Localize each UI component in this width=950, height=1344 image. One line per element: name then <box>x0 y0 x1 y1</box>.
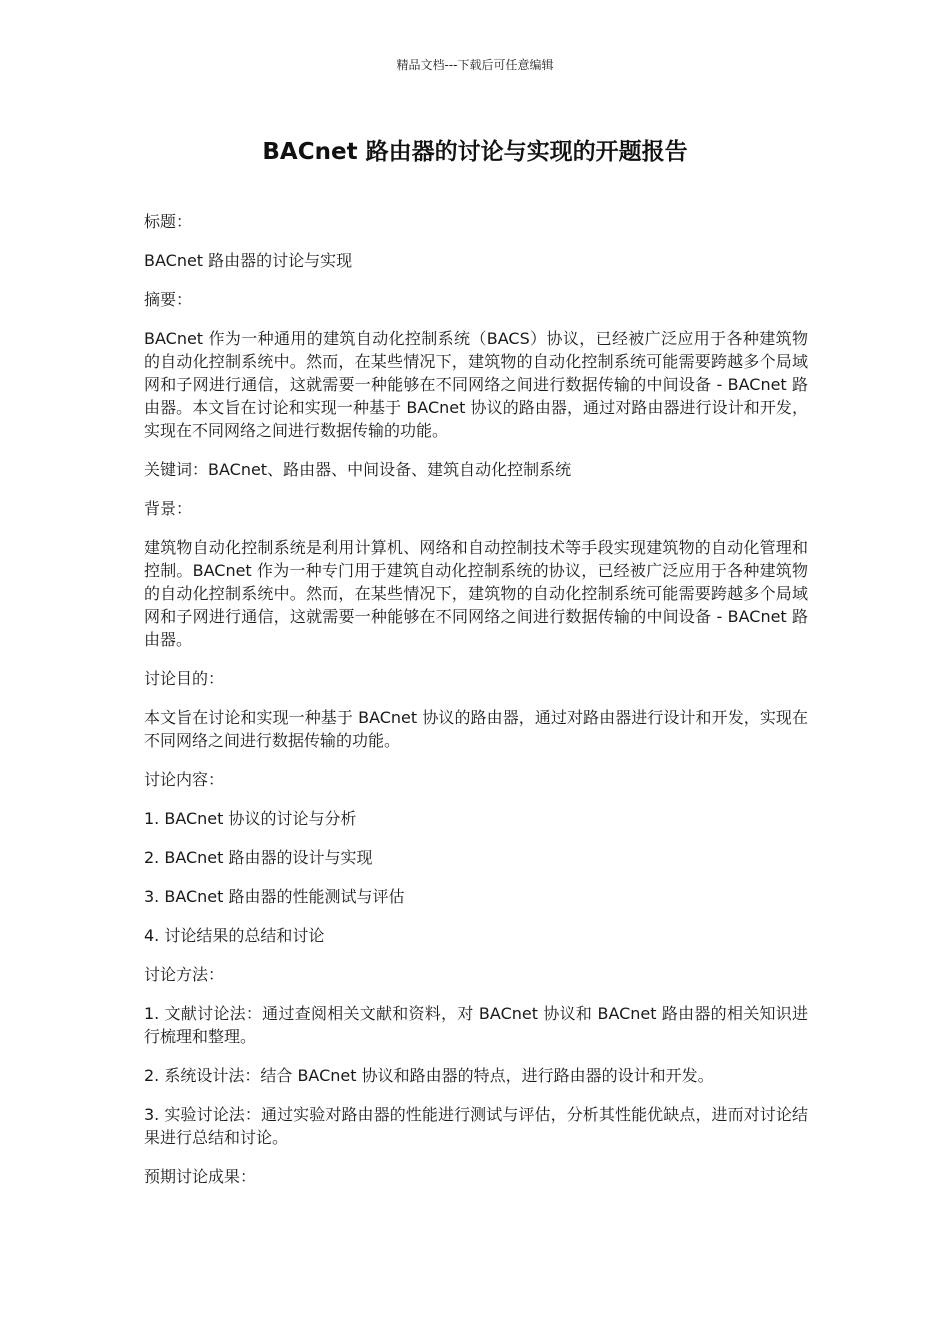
section-label-abstract: 摘要： <box>144 290 193 309</box>
section-label-method: 讨论方法： <box>144 965 225 984</box>
background-text: 建筑物自动化控制系统是利用计算机、网络和自动控制技术等手段实现建筑物的自动化管理和控制。BACnet 作为一种专门用于建筑自动化控制系统的协议，已经被广泛应用于各种建筑物的自动化控制系统中。然而，在某些情况下，建筑物的自动化控制系统可能需要跨越多个局域网和子网进行通信，这就需要一种能够在不同网络之间进行数据传输的中间设备 - BACnet 路由器。 <box>144 538 808 649</box>
purpose-text: 本文旨在讨论和实现一种基于 BACnet 协议的路由器，通过对路由器进行设计和开发，实现在不同网络之间进行数据传输的功能。 <box>144 708 808 750</box>
method-item: 2. 系统设计法：结合 BACnet 协议和路由器的特点，进行路由器的设计和开发。 <box>144 1066 714 1085</box>
content-item: 2. BACnet 路由器的设计与实现 <box>144 848 373 867</box>
section-label-purpose: 讨论目的： <box>144 669 225 688</box>
section-label-expected-results: 预期讨论成果： <box>144 1167 257 1186</box>
abstract-text: BACnet 作为一种通用的建筑自动化控制系统（BACS）协议，已经被广泛应用于各种建筑物的自动化控制系统中。然而，在某些情况下，建筑物的自动化控制系统可能需要跨越多个局域网和子网进行通信，这就需要一种能够在不同网络之间进行数据传输的中间设备 - BACnet 路由器。本文旨在讨论和实现一种基于 BACnet 协议的路由器，通过对路由器进行设计和开发，实现在不同网络之间进行数据传输的功能。 <box>144 329 808 440</box>
section-label-background: 背景： <box>144 499 193 518</box>
document-title: BACnet 路由器的讨论与实现的开题报告 <box>262 139 688 165</box>
content-item: 3. BACnet 路由器的性能测试与评估 <box>144 887 405 906</box>
method-item: 3. 实验讨论法：通过实验对路由器的性能进行测试与评估，分析其性能优缺点，进而对讨论结果进行总结和讨论。 <box>144 1105 808 1147</box>
title-text: BACnet 路由器的讨论与实现 <box>144 251 353 270</box>
keywords-text: 关键词：BACnet、路由器、中间设备、建筑自动化控制系统 <box>144 460 572 479</box>
content-item: 4. 讨论结果的总结和讨论 <box>144 926 325 945</box>
document-body <box>144 210 808 1204</box>
page-header: 精品文档---下载后可任意编辑 <box>396 58 554 72</box>
section-label-content: 讨论内容： <box>144 770 225 789</box>
method-item: 1. 文献讨论法：通过查阅相关文献和资料，对 BACnet 协议和 BACnet 路由器的相关知识进行梳理和整理。 <box>144 1004 808 1046</box>
section-label-title: 标题： <box>144 212 193 231</box>
content-item: 1. BACnet 协议的讨论与分析 <box>144 809 357 828</box>
